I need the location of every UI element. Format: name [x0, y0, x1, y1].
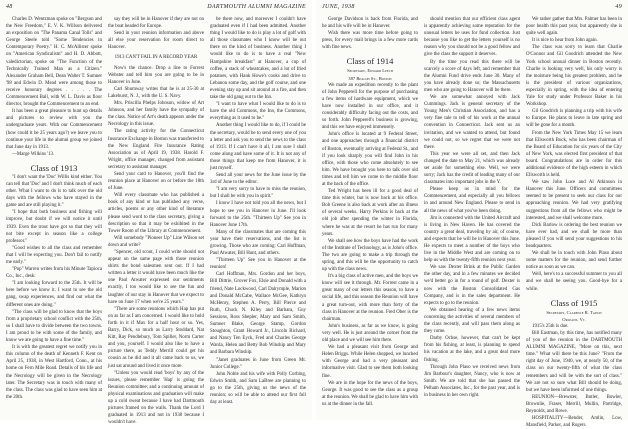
paragraph: This year we were all set, and then Jack changed the date to May 21, which was already set aside for something else. Well, we were sorry; Jack has the credit of leading many of our classmates into important jobs in the Y.	[424, 151, 520, 186]
page-number: 48	[6, 4, 13, 10]
paragraph: "Unless you would read 'boys' by any of the issues, please remember 'Hap' is going the Reunion committee; and a continuing amount of physical examinations and graduation will make up a cold sweat because I have had Dartmouth pictures framed on the walls. Thank the Lord I graduated in 1913 and not in 1938 because I wouldn't have.	[108, 370, 204, 426]
paragraph: Ted Wright has been ill for a good deal of time this winter, but is now back at his office. Bob Greene is also back at work after an illness of several weeks. Harry Perkins is back at the old job after spending the winter in Florida, where he was at the resort he has run for many years.	[322, 189, 418, 237]
right-column-3	[526, 16, 622, 429]
paragraph: Charles D. Wentzman spoke on "Bergson and the New Freedom," E. V. K. Willson delivered an exposition on "The Panama Canal Tolls" and George Steele told "Some Tendencies in Contemporary Poetry." H. C. McAllister spoke on "American Syndicalism" and H. D. Abbott, valedictorian, spoke on "The Function of the Technically Trained Man as a Citizen." Alexander Graham Bell, Dean Walter T. Sumner '98 and Edwin D. Mead were among those to receive honorary degrees . . . . . The Commencement Ball, with W. L. Davis as floor director, brought the Commencement to an end.	[6, 17, 102, 108]
paragraph: Send all your news for the June issue by the 3rd of June to the editor.	[210, 173, 306, 186]
paragraph: The class was sorry to learn that Charlie O'Connor and Gil Goodrich attended the New York school annual dinner in Boston recently. Charlie is looking very well, his only worry is the moisture being his greatest problem, and he is the president of various organizations, especially in spring, with the idea of entering Yale for study under Professor Baker in his Workshop.	[526, 45, 622, 108]
paragraph: should mention that our efficient class agent is apparently achieving some reputation for the unusual letters he uses for fund collection. Just because you like to get the letters yourself is no reason why you should not be a good fellow and give the class the support it deserves.	[424, 17, 520, 58]
paragraph: Bill Eastman, by this time, has notified many of you of the reunion in the DARTMOUTH ALUMNI MAGAZINE, "More on this, next time." What will there be this June? "From the right day of June, 1940, we, at nearly 50, of the class on our twenty-fifth of what the class remembers and will be with the sort of class." We are not so sure what Bill should be doing, but we have been informed of one things.	[526, 330, 622, 393]
paragraph: We are somewhat annoyed with Jack Cummings. Jack is general secretary of the Young Men's Christian Association, and has a very fine tale to tell of his work at the annual convention in Connecticut. Jack sent us an invitation, and we wanted to attend, but found we could not, so we regret that we were not there.	[424, 95, 520, 150]
left-column-3	[210, 16, 306, 416]
paragraph: Jim is connected with the United Aircraft and is living in New Haven. He has covered the country a great deal, traveling by air, of course, and expects that he will be in Hanover this June. He expects to meet a number of the boys who live in the Middle West and are coming on to help us with the twenty-fifth reunion next year.	[424, 215, 520, 264]
paragraph: say they will be in Hanover if they are not on the boat headed for Europe.	[108, 17, 204, 30]
paragraph: We saw Dexter Brink at the Public Garden the other day, and in a few minutes we decided we'd better go in for a round of golf. Dexter is now with the Boston Consolidated Gas Company, and is in the sales department. He expects to go to the reunion.	[424, 265, 520, 306]
paragraph: "I am very sorry to have to miss the reunion, but I shall be with you in spirit."	[210, 187, 306, 200]
paragraph: "Pop" Warren writes from his Minute Tapioca Co., Inc., desk:	[6, 267, 102, 280]
paragraph: "Good wishes to all the class and remember that I will be expecting you. Don't fail to notify me early."	[6, 245, 102, 265]
paragraph: "Janet graduates in June from Green Mt. Junior College."	[210, 357, 306, 370]
paragraph: Carl Hoffman, Mrs. Gordon and her boys, Bill Dittrie, Grover Fox, Elsie and Donald with a friend, Nate Lockwood, Carl Dalrymple, Marion and Donald McCabe, Wallace McGee, Kathryn McHenry, Stephen A. Perry, Bill Pierce and Ruth, Chuck N. Kiley and Barbara, Guy Sessions, Ross Shepler, Mary and Sam Smith, Sumner Blake, George Stamp, Gordon Stoughton, Grant Howard Jr., Lincoln Richard, and Nancy Ten Eyck, Fred and Charles George Warda, Helen and Betty Bob Winship and Mary and Barbara Winship.	[210, 272, 306, 356]
paragraph: Well, here's to a successful summer to you all and we shall be seeing you. Good-bye for a while.	[526, 272, 622, 292]
paragraph: Gil Goodrich is planning a trip with his wife to Europe. He plans to leave in late spring and will be gone for a month.	[526, 109, 622, 129]
paragraph: "I want to have what I would like to do is to have the old Commons, the Inn, the Commons, everything as it used to be."	[210, 102, 306, 122]
paragraph: Through John Plaso we received news from Jim Barbour's daughter, Nancy, who is now at Smith. We are told that she has passed the Pelham Associates, Inc., for the past year, and is in business in her own right.	[424, 364, 520, 398]
paragraph: We are in the hope for the news of the boys, George. It was good to see the class as a group at the reunion. We shall be glad to have him with us at the dinner in the fall.	[322, 380, 418, 407]
paragraph: It is nice to hear from John again.	[532, 38, 598, 44]
paragraph: Wish there was more time before going to press, for every mail brings in a few more cards with fine news.	[322, 31, 418, 51]
secretary-line: Secretary, Edward Leech	[347, 68, 393, 74]
paragraph: Send in your reunion information and above all else your reservation for room direct to Hanover.	[108, 31, 204, 51]
paragraph: Dick Barlow is ordering the best reunion we have ever had, and we shall be more than pleased if you will send your suggestions to his headquarters.	[526, 222, 622, 249]
right-column-1	[322, 16, 418, 416]
paragraph: Carl Shumway writes that he is at 25-30 at Lakehurst, N. J., with the U. S. Navy.	[108, 86, 204, 99]
paragraph: "I don't want the 'Doc' Willis kind either. You can tell that 'Doc' and I don't think much of each other. What I want to do is to talk over the old days with the fellows who have stayed in the game and are still playing it."	[6, 174, 102, 209]
right-column-2	[424, 16, 520, 416]
right-page	[316, 0, 628, 429]
paragraph: HOSPITALITY—Bender, Amlin, Low, Mansfield, Parker, and Rogers.	[526, 416, 622, 429]
paragraph: George Davidson is back from Florida, and he and his wife will be in Hanover.	[322, 17, 418, 30]
paragraph: John Noble and his wife with Polly Corbing, Edwin Smith, and Sam LaBree are planning to go to the 25th, giving us the news of the reunion; so will be able to attend our first full day at least.	[210, 371, 306, 406]
paragraph: "Spencer, old scout, I could write should not appear on the same page with those reunion shirts the bond salesmen sent out. If I had written a letter it would have been much like the one Paul Atwater expressed our sentiments exactly, I too would like to see the fun and laughter of our stay in Hanover that we expect to have on June 17 when we're 25 years."	[108, 250, 204, 305]
paragraph: We rather gather that Mrs. Palmer has been in poor health this past year, but apparently she is quite well again.	[526, 17, 622, 37]
paragraph: 1915's 25th is due.	[532, 323, 569, 329]
paragraph: Please keep us in mind for the Commencement, and especially all you fellows in and around New England. Please to send in all the news of what you've been doing.	[424, 187, 520, 214]
paragraph: —Marge Wilkins '13.	[12, 151, 55, 157]
class-heading: Class of 1915	[550, 297, 598, 308]
secretary-line: 387 Beacon St., Boston	[348, 75, 392, 81]
paragraph: Mrs. Priscilla Phelps Johnson, widow of Art Johnson, and her family have the sympathy of the class. Notice of Art's death appears under the Necrology in this issue.	[108, 101, 204, 128]
page-number: 49	[615, 4, 622, 10]
class-heading: Class of 1914	[346, 56, 394, 67]
right-page-header	[322, 4, 622, 14]
paragraph: It is with the greatest regret we notify you in this column of the death of Kenneth F. Kent on April 25, 1938, in West Hartford, Conn., at his home on Fern Mile Road. Details of his life and the Necrology will be given in the Necrology later. The Secretary was in touch with many of the class. The class was glad to have seen him at the 20th.	[6, 345, 102, 400]
paragraph: John's business, as far as we know, is going very well. He is just around the corner from the old place and we will see him there.	[322, 323, 418, 344]
secretary-line: Orleans, Vt.	[562, 316, 586, 322]
paragraph: It's a big class of active men, and the boys we know will see it through. Mr. Forrest came in a great many of our letters this season, to have a social life, and this season the Reunion will have a great turn-out, with more than forty of the class in Hanover at the reunion. Fred Ober is the chairman.	[322, 274, 418, 322]
paragraph: Will every classmate who has published a book of any kind or has published any verse, articles, poems or any other kind of literature please send word to the class secretary, giving a description so that it may be exhibited in the Tower Room of the Library at Commencement.	[108, 193, 204, 234]
paragraph: We shall be in touch with John Plaso about some matters for the reunion, and send further notice as soon as we can.	[526, 251, 622, 271]
paragraph: "The class will be glad to know that the boys from a proprietary school conflict with the 25th, so I shall have to divide between the two towns. I am proud to be with some of the family, and know we are going to have a fine time."	[6, 309, 102, 344]
paragraph: "I hope that both business and fishing will improve, but doubt if we will notice it until 1939. Even the trout have got so that they will not bite except in season like a college professor."	[6, 210, 102, 244]
paragraph: We saw John Luce and Al Atkinson in Hanover this June. Officers and committees seemed to be present to seek our class for our approaching reunion. We had very gratifying suggestions from all the fellows who might be interested, and we shall welcome more.	[526, 180, 622, 221]
paragraph: We had a pleasant visit from George and Helen Briggs. While Helen shopped, we lunched with George and had a very pleasant and informative visit. Glad to see them both looking fine.	[322, 345, 418, 379]
paragraph: We obtained hearing of a few news items concerning the activities of several members of the class recently, and will pass them along as they come.	[424, 307, 520, 335]
paragraph: The rating activity for the Connecticut Insurance Exchange in Boston was transferred to the New England Fire Insurance Rating Association as of April 19, 1938. Harold F. Wright, office manager, changed from assistant secretary to assistant manager.	[108, 129, 204, 170]
paragraph: "Thirteen Up" See you in Hanover at the reunion!	[210, 258, 306, 271]
paragraph: Many of the classmates that are coming this year have their reservations, and the list is growing. Those who are coming: Carl Hoffman, Paul Atwater, Bill Hunt, and others.	[210, 229, 306, 257]
left-page-header	[6, 4, 306, 14]
paragraph: It has been a great pleasure to hunt up details and pictures to review with you the undergraduate years. With our Commencement (how could it be 25 years ago?) we leave you to continue your life in the alumni group we joined that June day in 1913.	[6, 109, 102, 150]
paragraph: I know I have not told you all the news, but I hope to see you in Hanover in June. I'll look forward to the 25th. "Thirteen Up" See you in Hanover June 17th.	[210, 201, 306, 228]
paragraph: "There are some reunions which Hap has put on as far as I am concerned. I would like to hold forth in it if Max for a half hour or so. Yes, Barry, Dick, so much as Larry Stoddard, Nat Kitt, Ray Pendlebury, Tom Spiller, Norm Carter and you, yourself. I would also like to have a picture there, as Teddy Merrill could get his cousin as he did and it all came back to us, we just sat around and lived it once more.	[108, 306, 204, 369]
paragraph: From the New York Times May 15 we learn that Ellsworth Buck, who has been chairman of the Board of Education for six years of the City of New York, was elected first president of that board. Congratulations are in order for this additional evidence of the high esteem in which Ellsworth is held.	[526, 130, 622, 179]
paragraph: REUNION—Brewster, Butler, Bowler, Brownlie, Fraser, Merrill, Mullin, Partridge, Reynolds, and Rowe.	[526, 394, 622, 414]
paragraph: John's office is located at 9 Federal Street, and one approaches through a financial district of Boston, eventually arriving at Federal St., and if you look sharply you will find John in his office, with those who come absolutely to see him. We have brought you here to talk over old times and tell him we come to the middle floor at the back of the office.	[322, 132, 418, 187]
running-head: JUNE, 1938	[322, 4, 355, 10]
subheading: 1913 CAN'T FAIL IN A RECORD YEAR	[114, 55, 198, 61]
paragraph: By the time you read this there will be scarcely a score of days left, and remember that the Alumni Fund drive ends June 30. Many of you have already done so; the Massachusetts men who are going to Hanover will be there.	[424, 59, 520, 93]
left-column-2	[108, 16, 204, 426]
paragraph: "I am looking forward to the 25th. It will be here before we know it. I want to see the old gang, swap experiences, and find out what the different ones are doing."	[6, 281, 102, 308]
left-column-1	[6, 16, 102, 416]
paragraph: Another thing I would like to do, if I could be the secretary, would be to send every one of you a letter and ask you to send the news to the class of 1913. If I can't have it all, I am sure I shall come along and have some of it. It is not any of those things that keep me from Hanover, it is just myself.	[210, 123, 306, 171]
paragraph: Darby Ochse, however, that can't be kept from his fishing, at least, is planning to spend his vacation at the lake, and a great deal more fishing.	[424, 336, 520, 363]
paragraph: Now's the chance. Drop a line to Forrest Webster and tell him you are going to be in Hanover in June.	[108, 65, 204, 85]
paragraph: Will somebody "Pioneer Up" Line Wilson set down and write?	[108, 235, 204, 248]
paragraph: We shall see how the boys have had the work of the Institute of Technology, as is John's office. The two are going to make a trip through the spring, and this will be the opportunity to catch up with the class news.	[322, 238, 418, 273]
running-head: DARTMOUTH ALUMNI MAGAZINE	[207, 4, 306, 10]
class-heading: Class of 1913	[30, 162, 78, 173]
left-page	[0, 0, 312, 426]
paragraph: We made an expedition recently to the plant of John Pepperell for the purpose of purchasing a few items of hardware equipment, which we have now installed in our office, and it considerably difficulty facing out the costs, and so forth. John Pepperell's business is growing, and this we have enjoyed immensely.	[322, 82, 418, 131]
paragraph: Send your card to Hanover, you'll find the reunion place at Hanover on or before the 18th of June.	[108, 171, 204, 192]
secretary-line: Secretary, Clarence R. Taplin	[546, 309, 602, 315]
paragraph: be there now, and moreover I couldn't have graduated even if I had been admitted. Another thing I would like to do is play a lot of golf with all those classmates who I know will be out there on the kind of business. Another thing I would like to do is to have a real "New Hampshire breakfast" at Hanover, a cup of coffee, a stack of wheatcakes, and a lot of fried potatoes, with Hank Howe's cooks and drive to Lebanon some day, and the golf course, and one evening stay up and sit around at a fire, and then take the old gang out to the Inn.	[210, 17, 306, 101]
